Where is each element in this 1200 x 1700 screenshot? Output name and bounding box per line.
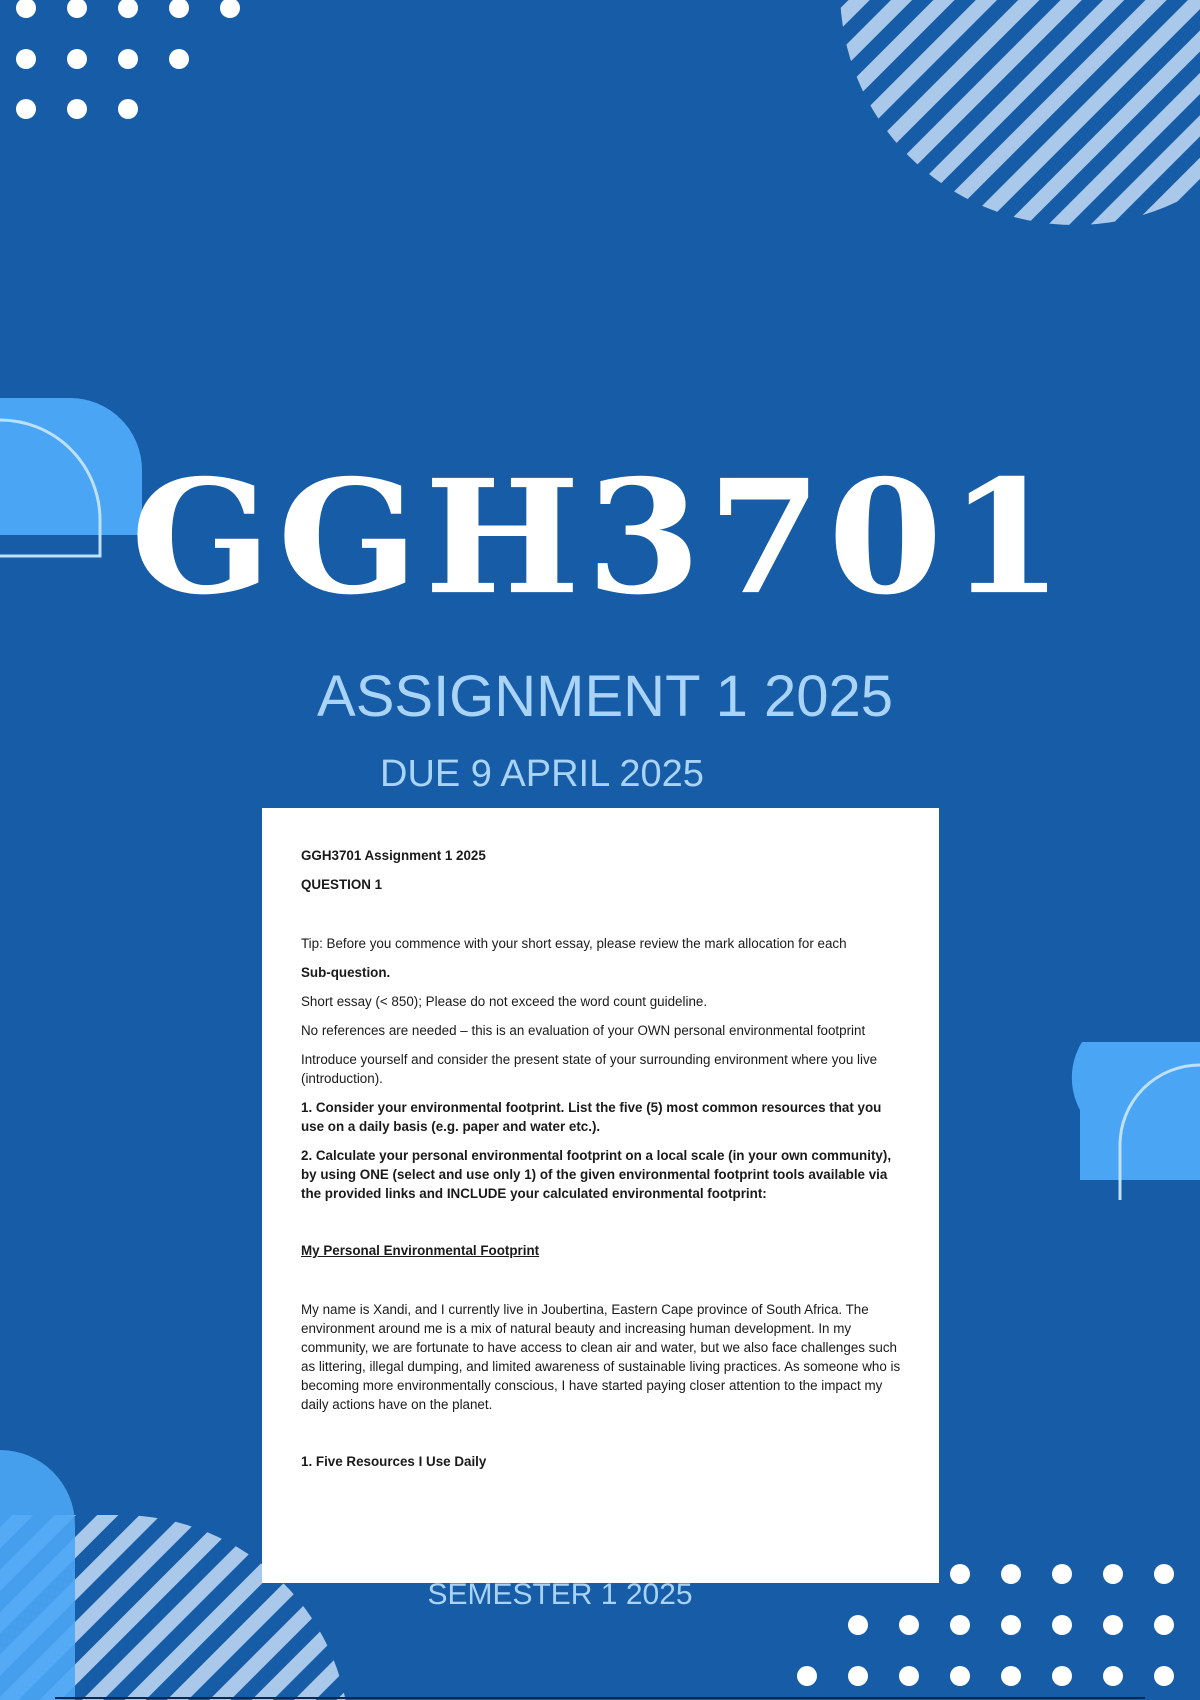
bottom-divider [55, 1697, 1145, 1699]
blue-arch-right [1072, 1042, 1200, 1180]
doc-subsection: 1. Five Resources I Use Daily [301, 1454, 487, 1469]
due-date: DUE 9 APRIL 2025 [380, 753, 704, 795]
doc-introduce: Introduce yourself and consider the present state of your surrounding environment where you live (introduction). [301, 1052, 878, 1086]
doc-tip: Tip: Before you commence with your short essay, please review the mark allocation for each [301, 936, 847, 951]
doc-body: My name is Xandi, and I currently live in Joubertina, Eastern Cape province of South Africa. The environment around me is a mix of natural beauty and increasing human development. In my community, we are fortunate to have access to clean air and water, but we also face challenges such as littering, illegal dumping, and limited awareness of sustainable living practices. As someone who is becoming more environmentally conscious, I have started paying closer attention to the impact my daily actions have on the planet. [301, 1302, 901, 1412]
assignment-subtitle: ASSIGNMENT 1 2025 [317, 664, 893, 729]
semester-label: SEMESTER 1 2025 [427, 1578, 693, 1611]
doc-no-references: No references are needed – this is an evaluation of your OWN personal environmental footprint [301, 1023, 866, 1038]
doc-heading: GGH3701 Assignment 1 2025 [301, 848, 486, 863]
doc-short-essay: Short essay (< 850); Please do not exceed the word count guideline. [301, 994, 708, 1009]
doc-item-1: 1. Consider your environmental footprint. List the five (5) most common resources that you use on a daily basis (e.g. paper and water etc.). [301, 1100, 882, 1134]
course-code-title: GGH3701 [130, 444, 1070, 630]
doc-subquestion: Sub-question. [301, 965, 391, 980]
striped-circle-top-right [820, 0, 1200, 240]
doc-item-2: 2. Calculate your personal environmental footprint on a local scale (in your own community), by using ONE (select and use only 1) of the given environmental footprint tools available via the provided links and INCLUDE your calculated environmental footprint: [301, 1148, 892, 1201]
doc-question: QUESTION 1 [301, 877, 383, 892]
dot-grid-top-left [16, 0, 240, 119]
blue-arch-bottom-left [0, 1450, 75, 1700]
document-preview [262, 808, 939, 1583]
doc-section-title: My Personal Environmental Footprint [301, 1243, 540, 1258]
